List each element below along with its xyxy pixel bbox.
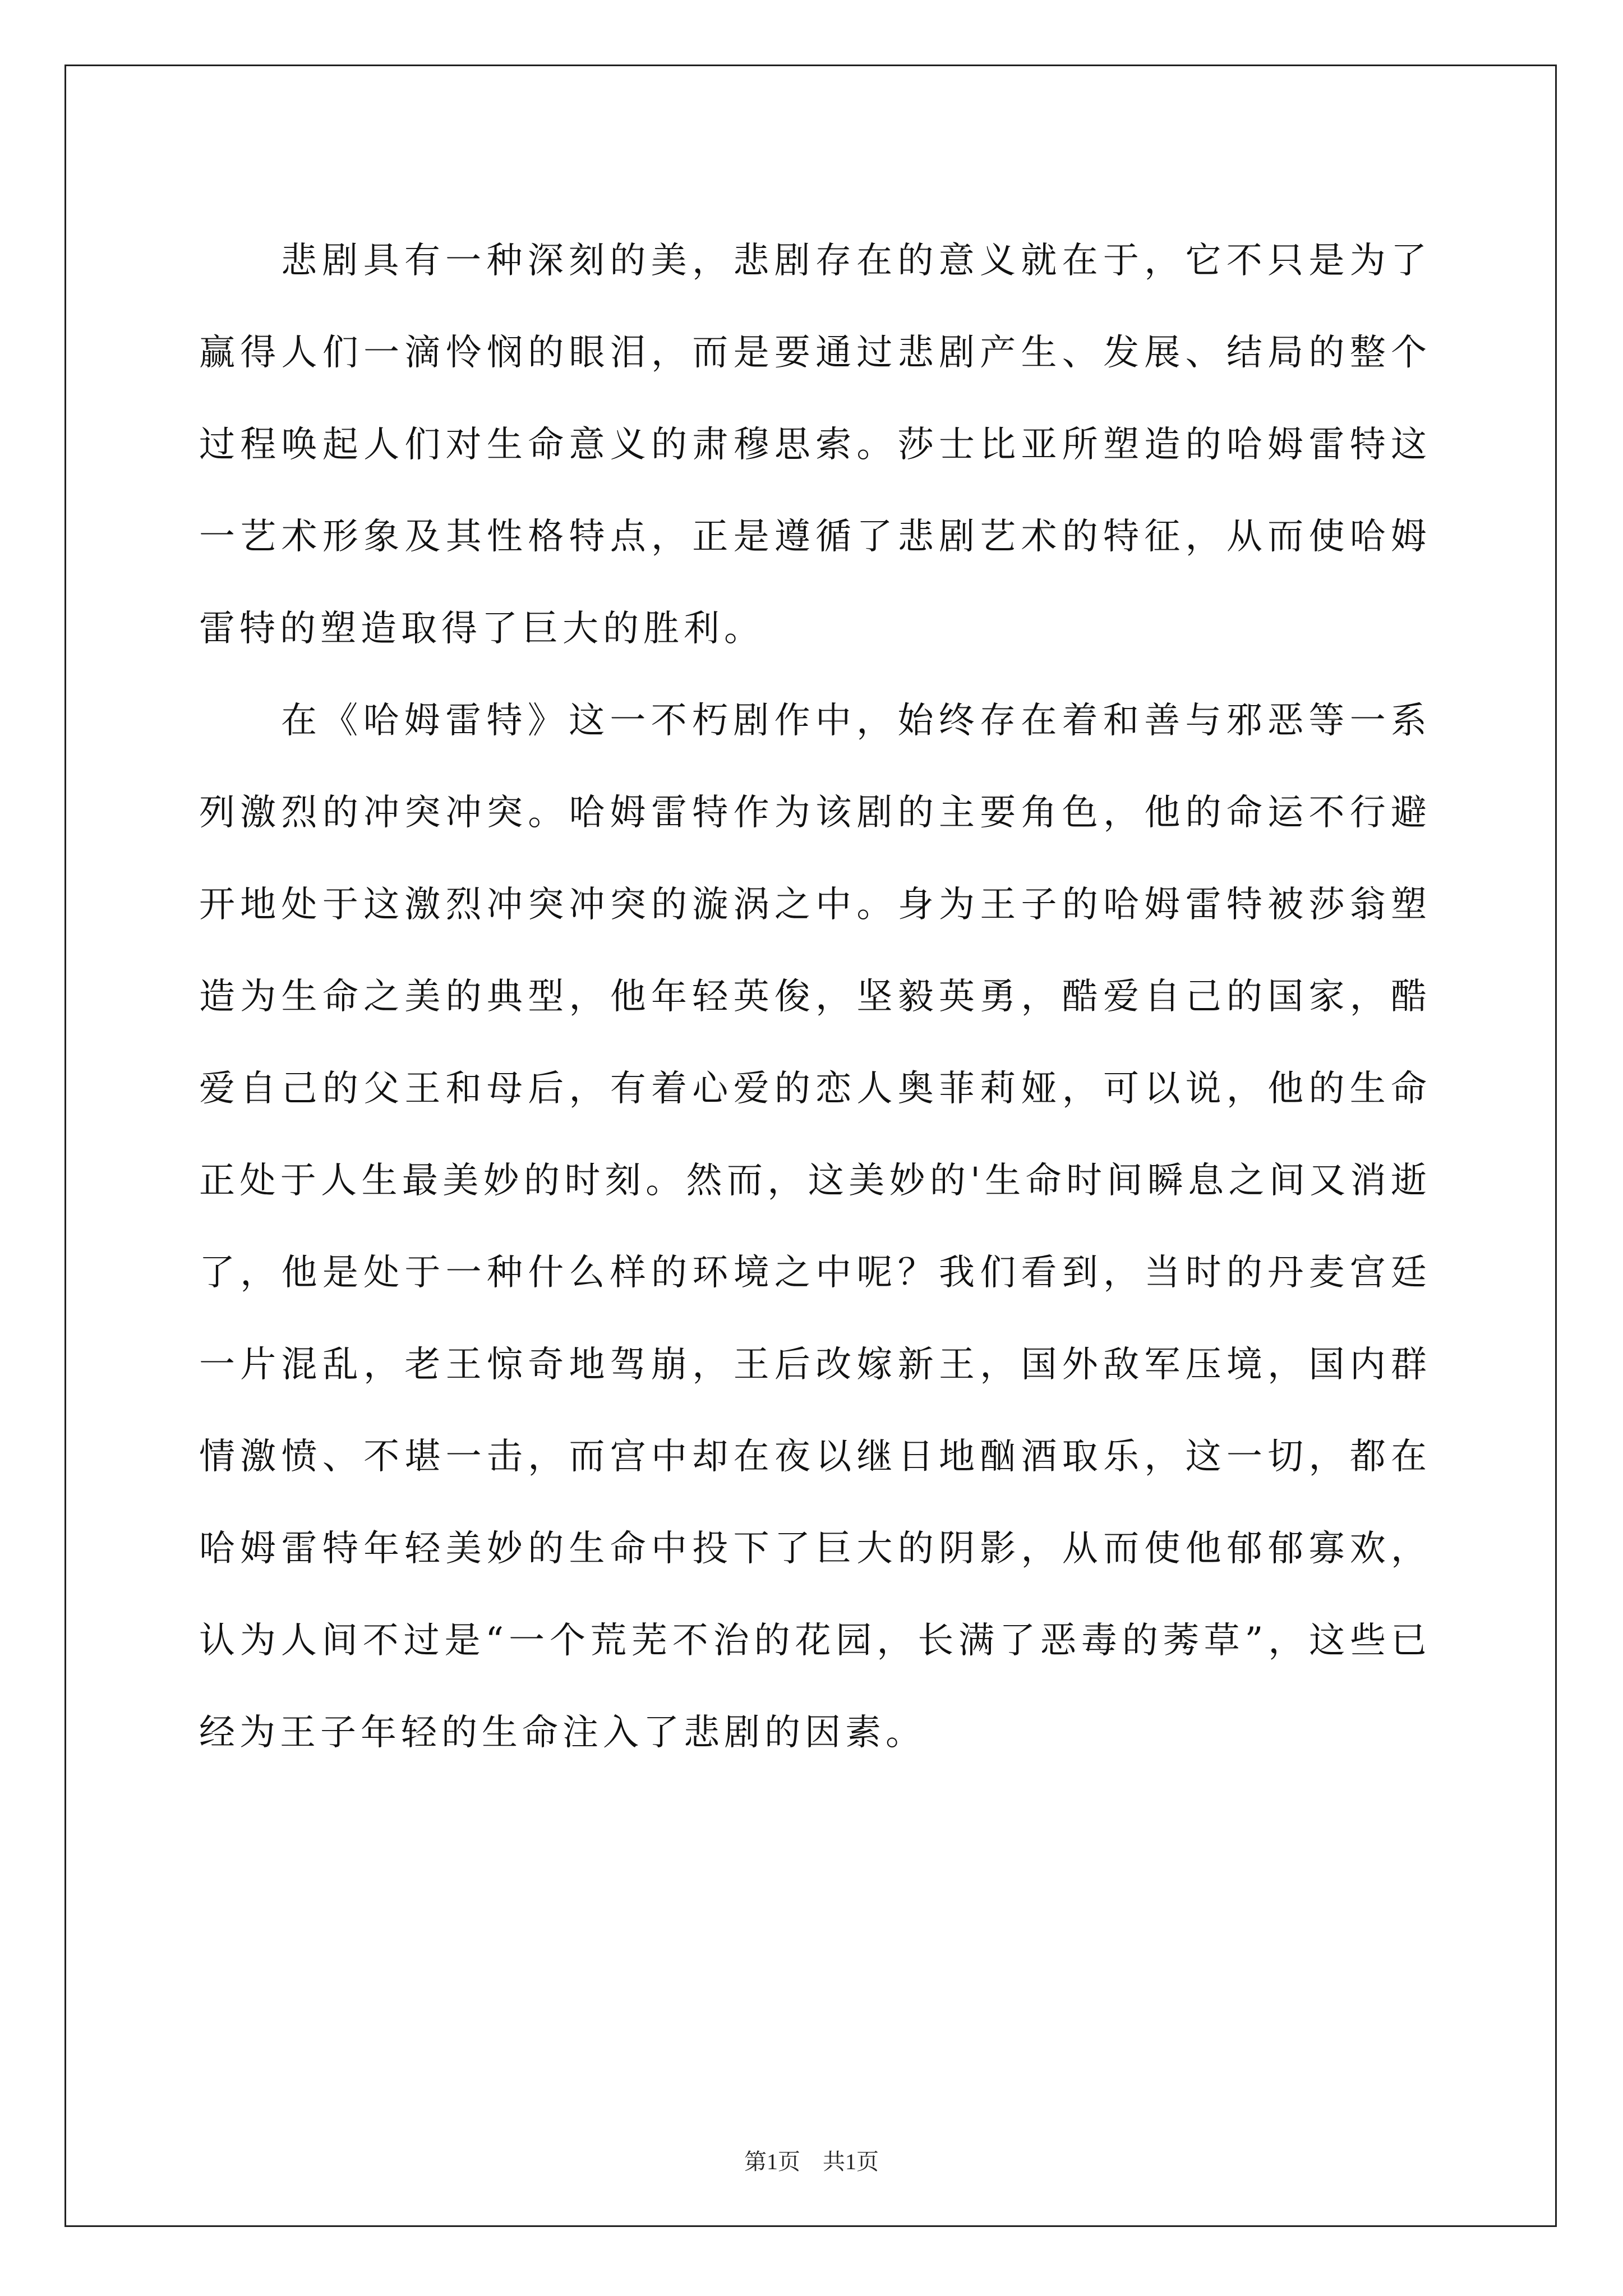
- page-number: 第1页 共1页: [744, 2149, 879, 2174]
- paragraph-2: 在《哈姆雷特》这一不朽剧作中，始终存在着和善与邪恶等一系列激烈的冲突冲突。哈姆雷特作为该剧的主要角色，他的命运不行避开地处于这激烈冲突冲突的漩涡之中。身为王子的哈姆雷特被莎翁塑造为生命之美的典型，他年轻英俊，坚毅英勇，酷爱自己的国家，酷爱自己的父王和母后，有着心爱的恋人奥菲莉娅，可以说，他的生命正处于人生最美妙的时刻。然而，这美妙的'生命时间瞬息之间又消逝了，他是处于一种什么样的环境之中呢？我们看到，当时的丹麦宫廷一片混乱，老王惊奇地驾崩，王后改嫁新王，国外敌军压境，国内群情激愤、不堪一击，而宫中却在夜以继日地酗酒取乐，这一切，都在哈姆雷特年轻美妙的生命中投下了巨大的阴影，从而使他郁郁寡欢，认为人间不过是“一个荒芜不治的花园，长满了恶毒的莠草”，这些已经为王子年轻的生命注入了悲剧的因素。: [199, 700, 1431, 1754]
- document-body: [199, 215, 1431, 1779]
- paragraph-1: 悲剧具有一种深刻的美，悲剧存在的意义就在于，它不只是为了赢得人们一滴怜悯的眼泪，而是要通过悲剧产生、发展、结局的整个过程唤起人们对生命意义的肃穆思索。莎士比亚所塑造的哈姆雷特这一艺术形象及其性格特点，正是遵循了悲剧艺术的特征，从而使哈姆雷特的塑造取得了巨大的胜利。: [199, 240, 1431, 650]
